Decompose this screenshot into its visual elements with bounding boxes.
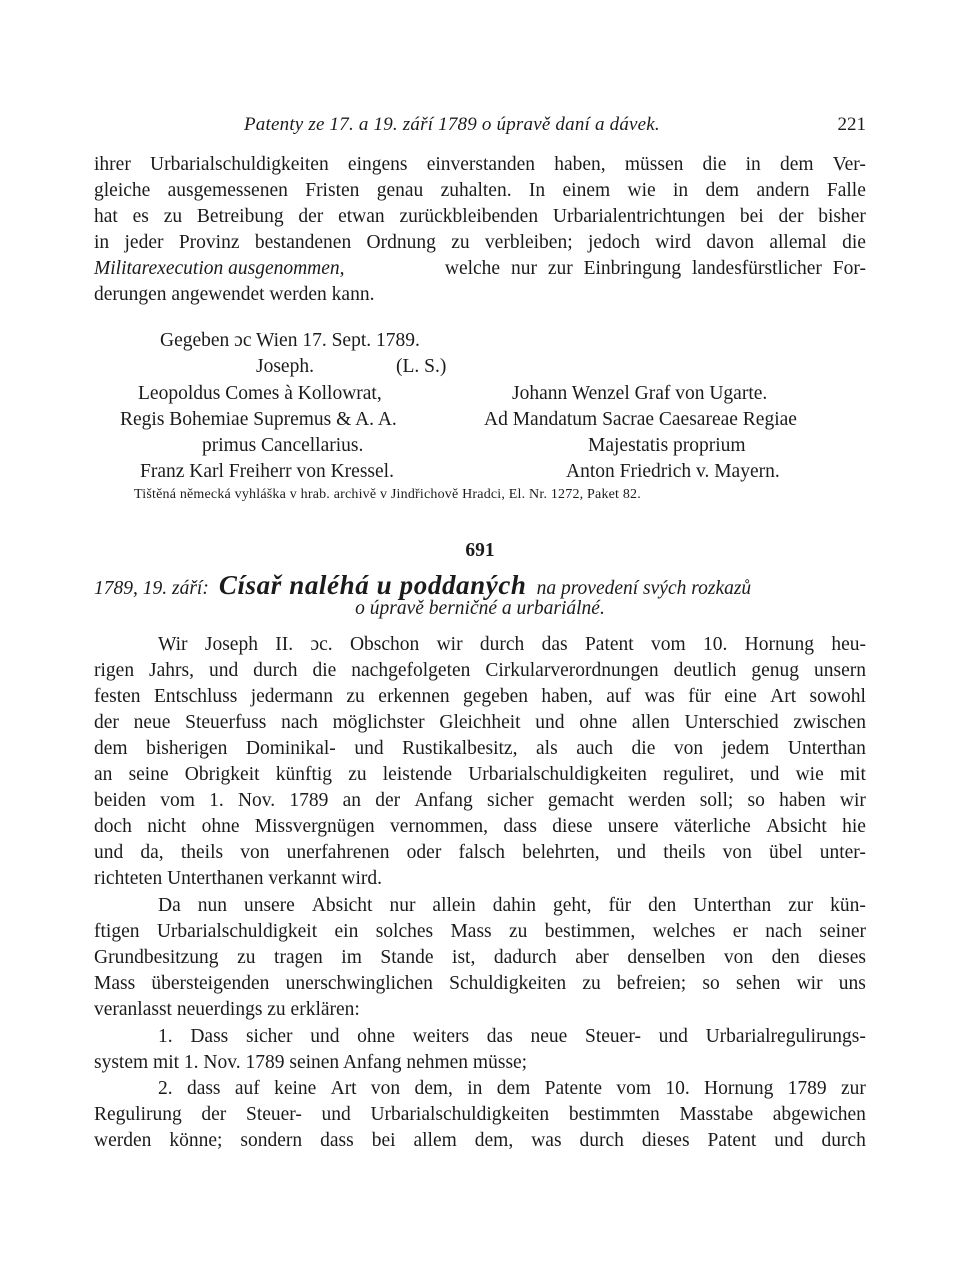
heading-second-line: o úpravě berničné a urbariálné. bbox=[355, 598, 605, 619]
signature-left-line: Regis Bohemiae Supremus & A. A. bbox=[120, 409, 397, 430]
body-paragraph-2 bbox=[94, 893, 866, 1023]
signature-left-line: Leopoldus Comes à Kollowrat, bbox=[138, 383, 382, 404]
text-line: Wir Joseph II. ɔc. Obschon wir durch das Patent vom 10. Hornung heu- bbox=[158, 634, 866, 655]
page-number: 221 bbox=[837, 114, 866, 135]
text-line: in jeder Provinz bestandenen Ordnung zu verbleiben; jedoch wird davon allemal die bbox=[94, 232, 866, 253]
text-line: gleiche ausgemessenen Fristen genau zuhalten. In einem wie in dem andern Falle bbox=[94, 180, 866, 201]
document-heading bbox=[94, 570, 874, 601]
given-line: Gegeben ɔc Wien 17. Sept. 1789. bbox=[160, 330, 420, 351]
text-line: richteten Unterthanen verkannt wird. bbox=[94, 868, 383, 889]
text-line: system mit 1. Nov. 1789 seinen Anfang nehmen müsse; bbox=[94, 1052, 528, 1073]
signature-right-line: Johann Wenzel Graf von Ugarte. bbox=[512, 383, 768, 404]
closing-paragraph bbox=[94, 152, 866, 308]
text-line: dem bisherigen Dominikal- und Rustikalbesitz, als auch die von jedem Unterthan bbox=[94, 738, 866, 759]
signature-left-line: primus Cancellarius. bbox=[202, 435, 364, 456]
source-note: Tištěná německá vyhláška v hrab. archivě v Jindřichově Hradci, El. Nr. 1272, Paket 82. bbox=[134, 487, 641, 502]
text-line: veranlasst neuerdings zu erklären: bbox=[94, 999, 360, 1020]
text-line: Da nun unsere Absicht nur allein dahin geht, für den Unterthan zur kün- bbox=[158, 895, 866, 916]
heading-small: na provedení svých rozkazů bbox=[536, 578, 752, 599]
body-paragraph-1 bbox=[94, 632, 866, 892]
body-paragraph-3 bbox=[94, 1024, 866, 1076]
signature-right-line: Anton Friedrich v. Mayern. bbox=[566, 461, 780, 482]
text-line bbox=[94, 256, 866, 282]
document-number: 691 bbox=[465, 540, 495, 561]
text-line: Mass übersteigenden unerschwinglichen Schuldigkeiten zu befreien; so sehen wir uns bbox=[94, 973, 866, 994]
text-line: 2. dass auf keine Art von dem, in dem Patente vom 10. Hornung 1789 zur bbox=[158, 1078, 866, 1099]
text-line: an seine Obrigkeit künftig zu leistende Urbarialschuldigkeiten reguliret, und wie mit bbox=[94, 764, 866, 785]
text-line: werden könne; sondern dass bei allem dem, was durch dieses Patent und durch bbox=[94, 1130, 866, 1151]
text-line: doch nicht ohne Missvergnügen vernommen, dass diese unsere väterliche Absicht hie bbox=[94, 816, 866, 837]
heading-bold: Císař naléhá u poddaných bbox=[218, 570, 527, 600]
seal-mark: (L. S.) bbox=[396, 356, 447, 377]
text-line: hat es zu Betreibung der etwan zurückbleibenden Urbarialentrichtungen bei der bisher bbox=[94, 206, 866, 227]
text-line: beiden vom 1. Nov. 1789 an der Anfang sicher gemacht werden soll; so haben wir bbox=[94, 790, 866, 811]
text-line: derungen angewendet werden kann. bbox=[94, 284, 375, 305]
signature-right-line: Majestatis proprium bbox=[588, 435, 746, 456]
text-line: ihrer Urbarialschuldigkeiten eingens einverstanden haben, müssen die in dem Ver- bbox=[94, 154, 866, 175]
body-paragraph-4 bbox=[94, 1076, 866, 1154]
signature-right-line: Ad Mandatum Sacrae Caesareae Regiae bbox=[484, 409, 797, 430]
running-head bbox=[94, 114, 866, 138]
signature-left-line: Franz Karl Freiherr von Kressel. bbox=[140, 461, 394, 482]
heading-date: 1789, 19. září: bbox=[94, 578, 209, 599]
text-line: Grundbesitzung zu tragen im Stande ist, dadurch aber denselben von den dieses bbox=[94, 947, 866, 968]
text-line: festen Entschluss jedermann zu erkennen gegeben haben, auf was für eine Art sowohl bbox=[94, 686, 866, 707]
running-head-title: Patenty ze 17. a 19. září 1789 o úpravě daní a dávek. bbox=[244, 114, 660, 135]
text-line-rest: welche nur zur Einbringung landesfürstlicher For- bbox=[444, 258, 866, 279]
text-line: ftigen Urbarialschuldigkeit ein solches Mass zu bestimmen, welches er nach seiner bbox=[94, 921, 866, 942]
text-line: rigen Jahrs, und durch die nachgefolgeten Cirkularverordnungen deutlich genug unsern bbox=[94, 660, 866, 681]
text-line: und da, theils von unerfahrenen oder falsch belehrten, und theils von übel unter- bbox=[94, 842, 866, 863]
text-line: 1. Dass sicher und ohne weiters das neue Steuer- und Urbarialregulirungs- bbox=[158, 1026, 866, 1047]
signature-joseph: Joseph. bbox=[256, 356, 314, 377]
italic-phrase: Militarexecution ausgenommen, bbox=[94, 258, 345, 279]
text-line: der neue Steuerfuss nach möglichster Gleichheit und ohne allen Unterschied zwischen bbox=[94, 712, 866, 733]
text-line: Regulirung der Steuer- und Urbarialschuldigkeiten bestimmten Masstabe abgewichen bbox=[94, 1104, 866, 1125]
